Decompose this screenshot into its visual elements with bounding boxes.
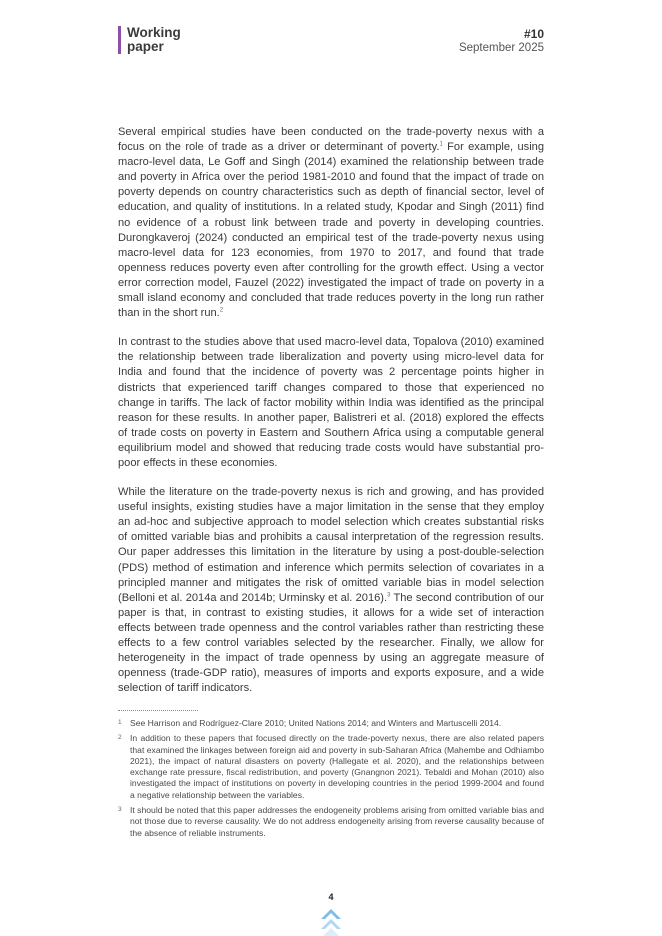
back-to-top-icon[interactable] <box>318 906 344 936</box>
footnote-number: 1 <box>118 719 122 726</box>
paragraph-3 <box>118 485 544 696</box>
paragraph-2: In contrast to the studies above that used macro-level data, Topalova (2010) examined the relationship between trade liberalization and poverty using micro-level data for India and found that the incidence of poverty was 2 percentage points higher in districts that experienced tariff changes compared to those that experienced no change in tariffs. The lack of factor mobility within India was identified as the principal reason for these results. In another paper, Balistreri et al. (2018) explored the effects of trade costs on poverty in Eastern and Southern Africa using a computable general equilibrium model and showed that reducing trade costs would have substantial pro-poor effects in these economies. <box>118 336 544 469</box>
body-text <box>118 125 544 710</box>
footnote-1 <box>118 718 544 729</box>
footnote-text: In addition to these papers that focused directly on the trade-poverty nexus, there are also related papers that examined the linkages between foreign aid and poverty in sub-Saharan Africa (Mahembe and Odhiambo 2021), the impact of natural disasters on poverty (Hallegate et al. 2020), and the relationships between exchange rate pressure, fiscal redistribution, and poverty (Gnangnon 2021). Tebaldi and Mohan (2010) also investigated the impact of institutions on poverty in developing countries in the period 1999-2004 and found a negative relationship between the variables. <box>130 733 544 800</box>
chevron-up-icon-faint <box>323 928 339 936</box>
page-header <box>118 26 544 60</box>
footnotes <box>118 718 544 843</box>
footnote-ref-3[interactable]: 3 <box>387 592 391 599</box>
footnote-divider <box>118 710 198 711</box>
page-number: 4 <box>328 892 334 902</box>
issue-block <box>459 28 544 55</box>
brand-line-2: paper <box>127 39 164 54</box>
paragraph-1-part-2: For example, using macro-level data, Le Goff and Singh (2014) examined the relationship between trade and poverty in Africa over the period 1981-2010 and found that the impact of trade on poverty depends on country characteristics such as depth of financial sector, level of education, and quality of institutions. In a related study, Kpodar and Singh (2011) find no evidence of a robust link between trade and poverty in developing countries. Durongkaveroj (2024) conducted an empirical test of the trade-poverty nexus using macro-level data for 123 economies, from 1970 to 2017, and found that trade openness reduces poverty even after controlling for the growth effect. Using a vector error correction model, Fauzel (2022) investigated the impact of trade on poverty in a small island economy and concluded that trade reduces poverty in the long run rather than in the short run. <box>118 141 544 320</box>
footnote-ref-2[interactable]: 2 <box>219 307 224 314</box>
footnote-text: See Harrison and Rodríguez-Clare 2010; United Nations 2014; and Winters and Martuscelli 2014. <box>130 718 502 728</box>
paragraph-1-part-1: Several empirical studies have been conducted on the trade-poverty nexus with a focus on the role of trade as a driver or determinant of poverty. <box>118 126 544 154</box>
footnote-3 <box>118 805 544 839</box>
paragraph-1 <box>118 125 544 321</box>
paragraph-3-part-2: The second contribution of our paper is that, in contrast to existing studies, it allows for a wide set of interaction effects between trade openness and the control variables rather than restricting these effects to a few control variables selected by the researcher. Finally, we allow for heterogeneity in the impact of trade openness by using an aggregate measure of openness (trade-GDP ratio), measures of imports and exports exposure, and a wide selection of tariff indicators. <box>118 591 544 695</box>
footnote-number: 2 <box>118 734 122 742</box>
issue-date: September 2025 <box>458 42 544 54</box>
footnote-number: 3 <box>118 806 122 814</box>
brand-line-1: Working <box>127 25 181 40</box>
footnote-ref-1[interactable]: 1 <box>439 141 443 148</box>
footnote-text: It should be noted that this paper addresses the endogeneity problems arising from omitted variable bias and not those due to reverse causality. We do not address endogeneity arising from reverse causality because of the absence of reliable instruments. <box>130 805 544 838</box>
chevron-up-icon-lower <box>321 919 341 929</box>
footnote-2 <box>118 733 544 801</box>
paragraph-3-part-1: While the literature on the trade-poverty nexus is rich and growing, and has provided useful insights, existing studies have a major limitation in the sense that they employ an ad-hoc and subjective approach to model selection which creates substantial risks of omitted variable bias and prohibits a causal interpretation of the regression results. Our paper addresses this limitation in the literature by using a post-double-selection (PDS) method of estimation and inference which permits selection of covariates in a principled manner and mitigates the risk of omitted variable bias in model selection (Belloni et al. 2014a and 2014b; Urminsky et al. 2016). <box>118 486 544 604</box>
chevron-up-icon <box>321 909 341 919</box>
brand-block <box>118 26 181 54</box>
issue-number: #10 <box>523 27 544 41</box>
